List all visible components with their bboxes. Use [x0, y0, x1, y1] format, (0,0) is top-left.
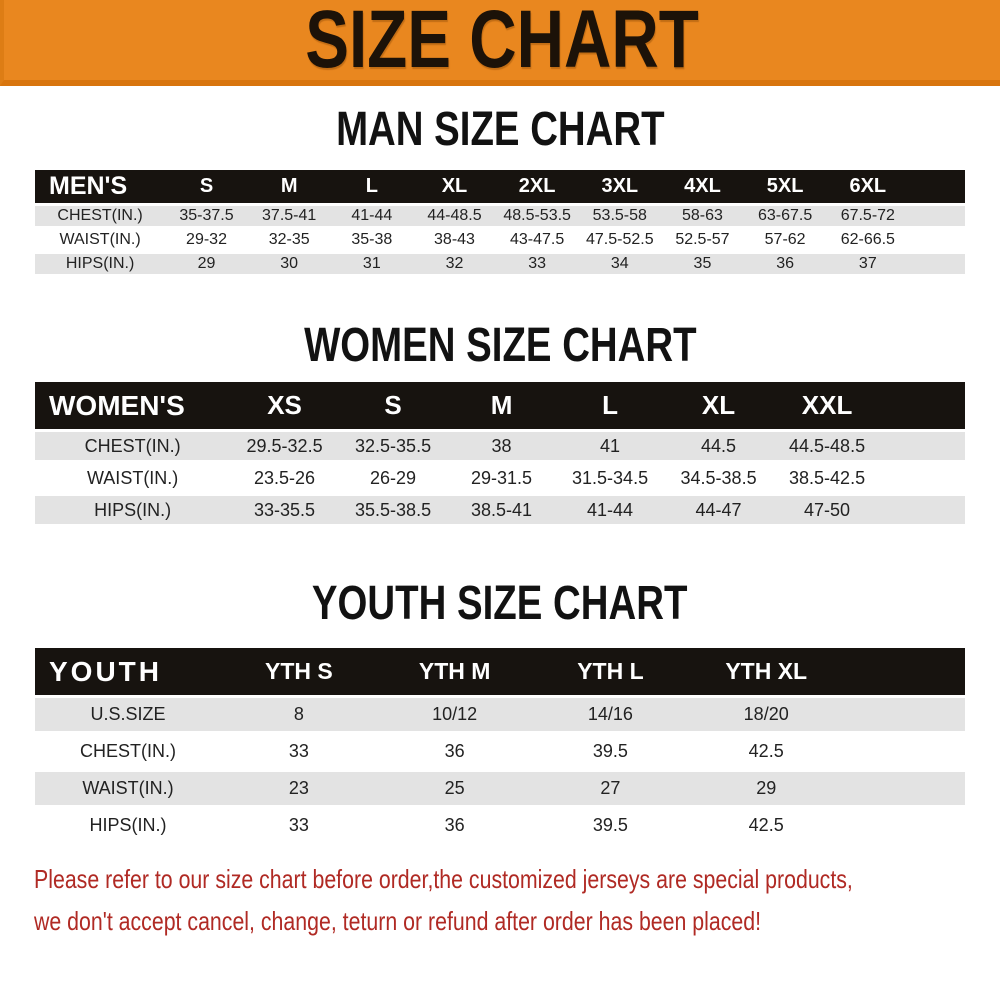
table-row	[35, 206, 965, 230]
man-section-title-text: MAN SIZE CHART	[335, 103, 665, 156]
size-value-cell: 18/20	[688, 698, 844, 735]
row-spacer-cell	[844, 735, 965, 772]
men-size-table	[35, 170, 965, 278]
column-header-2xl: 2XL	[496, 170, 579, 206]
row-spacer-cell	[844, 698, 965, 735]
size-value-cell: 38.5-41	[447, 496, 556, 528]
size-value-cell: 29-32	[165, 230, 248, 254]
header-spacer-cell	[909, 170, 965, 206]
row-spacer-cell	[909, 254, 965, 278]
size-value-cell: 33	[496, 254, 579, 278]
size-value-cell: 44-47	[664, 496, 773, 528]
size-value-cell: 33-35.5	[230, 496, 339, 528]
size-value-cell: 30	[248, 254, 331, 278]
size-value-cell: 35-37.5	[165, 206, 248, 230]
size-value-cell: 35.5-38.5	[339, 496, 448, 528]
size-value-cell: 42.5	[688, 809, 844, 846]
size-value-cell: 38-43	[413, 230, 496, 254]
header-spacer-cell	[844, 648, 965, 698]
row-label-cell: WAIST(IN.)	[35, 464, 230, 496]
footer-notice	[0, 858, 1000, 942]
row-spacer-cell	[844, 772, 965, 809]
size-value-cell: 47-50	[773, 496, 882, 528]
size-value-cell: 29	[688, 772, 844, 809]
size-value-cell: 33	[221, 809, 377, 846]
size-value-cell: 29.5-32.5	[230, 432, 339, 464]
size-value-cell: 47.5-52.5	[578, 230, 661, 254]
row-label-cell: CHEST(IN.)	[35, 206, 165, 230]
size-value-cell: 32	[413, 254, 496, 278]
size-value-cell: 52.5-57	[661, 230, 744, 254]
size-value-cell: 31	[331, 254, 414, 278]
size-value-cell: 27	[533, 772, 689, 809]
men-table-header-label: MEN'S	[35, 170, 165, 206]
size-value-cell: 38	[447, 432, 556, 464]
table-row	[35, 735, 965, 772]
row-label-cell: WAIST(IN.)	[35, 230, 165, 254]
size-value-cell: 36	[744, 254, 827, 278]
size-value-cell: 38.5-42.5	[773, 464, 882, 496]
table-row	[35, 698, 965, 735]
size-value-cell: 57-62	[744, 230, 827, 254]
size-value-cell: 48.5-53.5	[496, 206, 579, 230]
table-row	[35, 772, 965, 809]
size-value-cell: 32.5-35.5	[339, 432, 448, 464]
size-value-cell: 31.5-34.5	[556, 464, 665, 496]
women-section-title	[0, 319, 1000, 372]
women-section-title-text: WOMEN SIZE CHART	[303, 319, 697, 372]
size-value-cell: 34	[578, 254, 661, 278]
women-table-header-row	[35, 382, 965, 432]
size-value-cell: 36	[377, 735, 533, 772]
column-header-4xl: 4XL	[661, 170, 744, 206]
row-spacer-cell	[881, 496, 965, 528]
column-header-xl: XL	[413, 170, 496, 206]
youth-section-title	[0, 577, 1000, 630]
size-value-cell: 37	[826, 254, 909, 278]
column-header-m: M	[447, 382, 556, 432]
row-spacer-cell	[909, 230, 965, 254]
column-header-s: S	[165, 170, 248, 206]
size-value-cell: 25	[377, 772, 533, 809]
youth-section-title-text: YOUTH SIZE CHART	[312, 577, 688, 630]
men-table-header-row	[35, 170, 965, 206]
table-row	[35, 230, 965, 254]
youth-table-header-label: YOUTH	[35, 648, 221, 698]
notice-line-1: Please refer to our size chart before order,the customized jerseys are special products,	[34, 864, 853, 894]
column-header-5xl: 5XL	[744, 170, 827, 206]
column-header-s: S	[339, 382, 448, 432]
size-value-cell: 41	[556, 432, 665, 464]
row-label-cell: WAIST(IN.)	[35, 772, 221, 809]
man-section-title	[0, 103, 1000, 156]
row-spacer-cell	[844, 809, 965, 846]
size-value-cell: 42.5	[688, 735, 844, 772]
table-row	[35, 809, 965, 846]
size-value-cell: 41-44	[331, 206, 414, 230]
row-label-cell: HIPS(IN.)	[35, 496, 230, 528]
size-value-cell: 67.5-72	[826, 206, 909, 230]
size-value-cell: 29-31.5	[447, 464, 556, 496]
row-label-cell: CHEST(IN.)	[35, 735, 221, 772]
size-value-cell: 43-47.5	[496, 230, 579, 254]
column-header-xs: XS	[230, 382, 339, 432]
table-row	[35, 432, 965, 464]
column-header-xl: XL	[664, 382, 773, 432]
size-value-cell: 14/16	[533, 698, 689, 735]
size-value-cell: 44-48.5	[413, 206, 496, 230]
women-size-table	[35, 382, 965, 528]
banner	[0, 0, 1000, 86]
size-value-cell: 63-67.5	[744, 206, 827, 230]
size-value-cell: 29	[165, 254, 248, 278]
size-value-cell: 33	[221, 735, 377, 772]
youth-size-table	[35, 648, 965, 846]
column-header-yth-s: YTH S	[221, 648, 377, 698]
table-row	[35, 254, 965, 278]
charts-area	[0, 103, 1000, 846]
page-title: SIZE CHART	[305, 0, 699, 85]
women-table-header-label: WOMEN'S	[35, 382, 230, 432]
size-value-cell: 44.5	[664, 432, 773, 464]
row-label-cell: CHEST(IN.)	[35, 432, 230, 464]
size-value-cell: 53.5-58	[578, 206, 661, 230]
size-value-cell: 58-63	[661, 206, 744, 230]
row-label-cell: HIPS(IN.)	[35, 254, 165, 278]
row-spacer-cell	[881, 432, 965, 464]
column-header-yth-l: YTH L	[533, 648, 689, 698]
table-row	[35, 464, 965, 496]
size-value-cell: 62-66.5	[826, 230, 909, 254]
column-header-xxl: XXL	[773, 382, 882, 432]
column-header-m: M	[248, 170, 331, 206]
notice-line-2: we don't accept cancel, change, teturn or refund after order has been placed!	[34, 906, 762, 936]
size-value-cell: 35	[661, 254, 744, 278]
column-header-yth-xl: YTH XL	[688, 648, 844, 698]
size-value-cell: 37.5-41	[248, 206, 331, 230]
size-value-cell: 26-29	[339, 464, 448, 496]
youth-table-header-row	[35, 648, 965, 698]
column-header-6xl: 6XL	[826, 170, 909, 206]
row-spacer-cell	[909, 206, 965, 230]
column-header-l: L	[556, 382, 665, 432]
size-value-cell: 32-35	[248, 230, 331, 254]
size-value-cell: 8	[221, 698, 377, 735]
column-header-3xl: 3XL	[578, 170, 661, 206]
column-header-yth-m: YTH M	[377, 648, 533, 698]
header-spacer-cell	[881, 382, 965, 432]
table-row	[35, 496, 965, 528]
size-value-cell: 41-44	[556, 496, 665, 528]
size-value-cell: 23	[221, 772, 377, 809]
size-value-cell: 36	[377, 809, 533, 846]
row-spacer-cell	[881, 464, 965, 496]
column-header-l: L	[331, 170, 414, 206]
size-value-cell: 10/12	[377, 698, 533, 735]
row-label-cell: U.S.SIZE	[35, 698, 221, 735]
size-value-cell: 44.5-48.5	[773, 432, 882, 464]
size-value-cell: 39.5	[533, 809, 689, 846]
size-value-cell: 35-38	[331, 230, 414, 254]
size-value-cell: 39.5	[533, 735, 689, 772]
size-value-cell: 34.5-38.5	[664, 464, 773, 496]
size-value-cell: 23.5-26	[230, 464, 339, 496]
row-label-cell: HIPS(IN.)	[35, 809, 221, 846]
